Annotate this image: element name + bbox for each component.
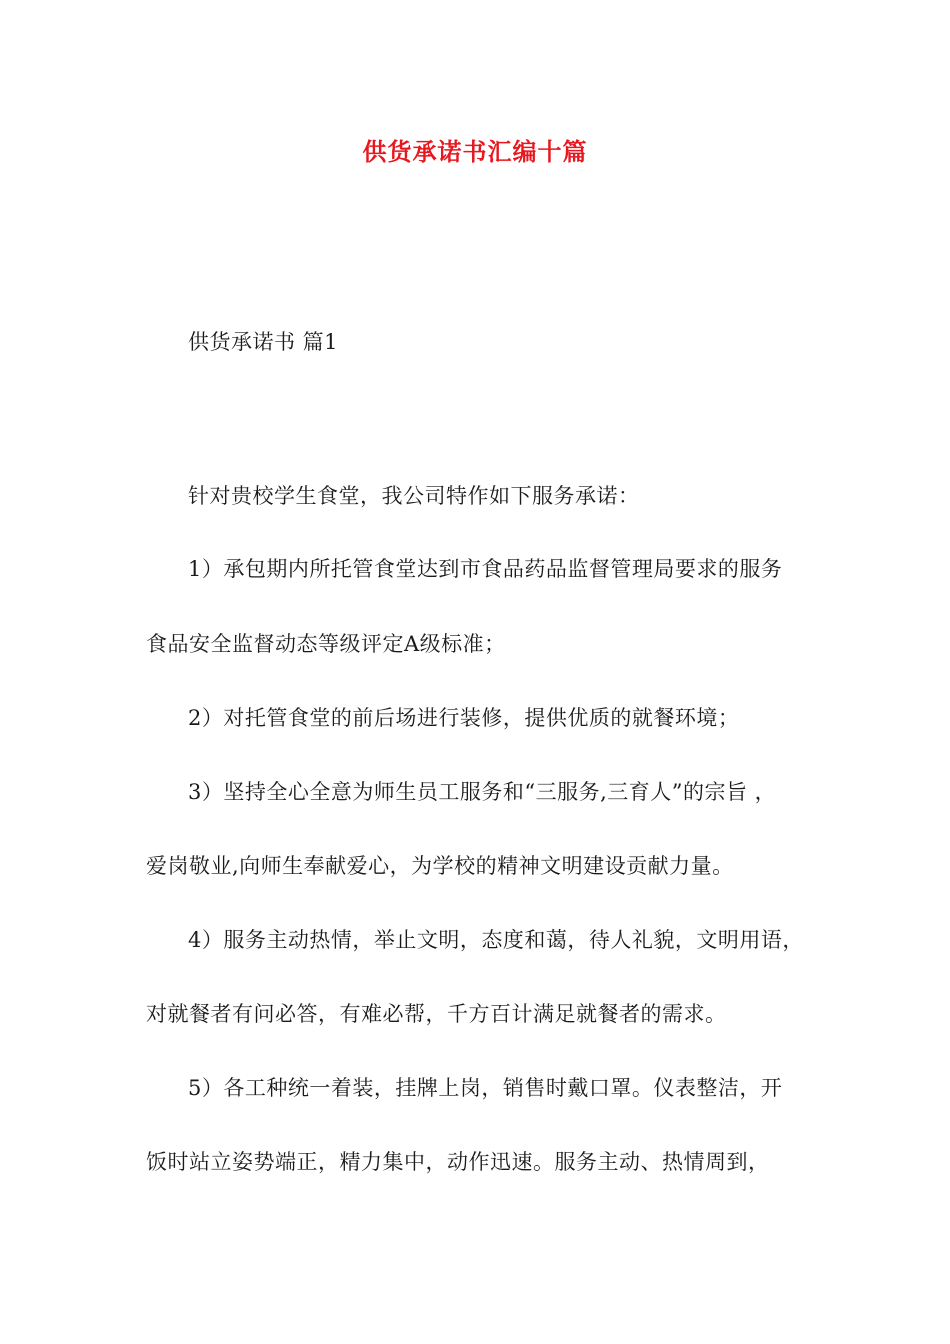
- paragraph-line: 饭时站立姿势端正，精力集中，动作迅速。服务主动、热情周到，: [146, 1150, 770, 1174]
- paragraph-line: 4）服务主动热情，举止文明，态度和蔼，待人礼貌，文明用语，: [188, 928, 804, 952]
- paragraph-line: 3）坚持全心全意为师生员工服务和“三服务,三育人”的宗旨 ，: [188, 780, 777, 804]
- paragraph-line: 5）各工种统一着装，挂牌上岗，销售时戴口罩。仪表整洁，开: [188, 1076, 783, 1100]
- paragraph-line: 针对贵校学生食堂，我公司特作如下服务承诺：: [188, 484, 640, 508]
- paragraph-line: 爱岗敬业,向师生奉献爱心，为学校的精神文明建设贡献力量。: [146, 854, 734, 878]
- paragraph-line: 2）对托管食堂的前后场进行装修，提供优质的就餐环境；: [188, 706, 740, 730]
- paragraph-line: 1）承包期内所托管食堂达到市食品药品监督管理局要求的服务: [188, 557, 783, 581]
- paragraph-line: 食品安全监督动态等级评定A级标准；: [146, 632, 506, 656]
- section-heading: 供货承诺书 篇1: [188, 330, 339, 354]
- document-title: 供货承诺书汇编十篇: [362, 137, 588, 166]
- paragraph-line: 对就餐者有问必答，有难必帮，千方百计满足就餐者的需求。: [146, 1002, 727, 1026]
